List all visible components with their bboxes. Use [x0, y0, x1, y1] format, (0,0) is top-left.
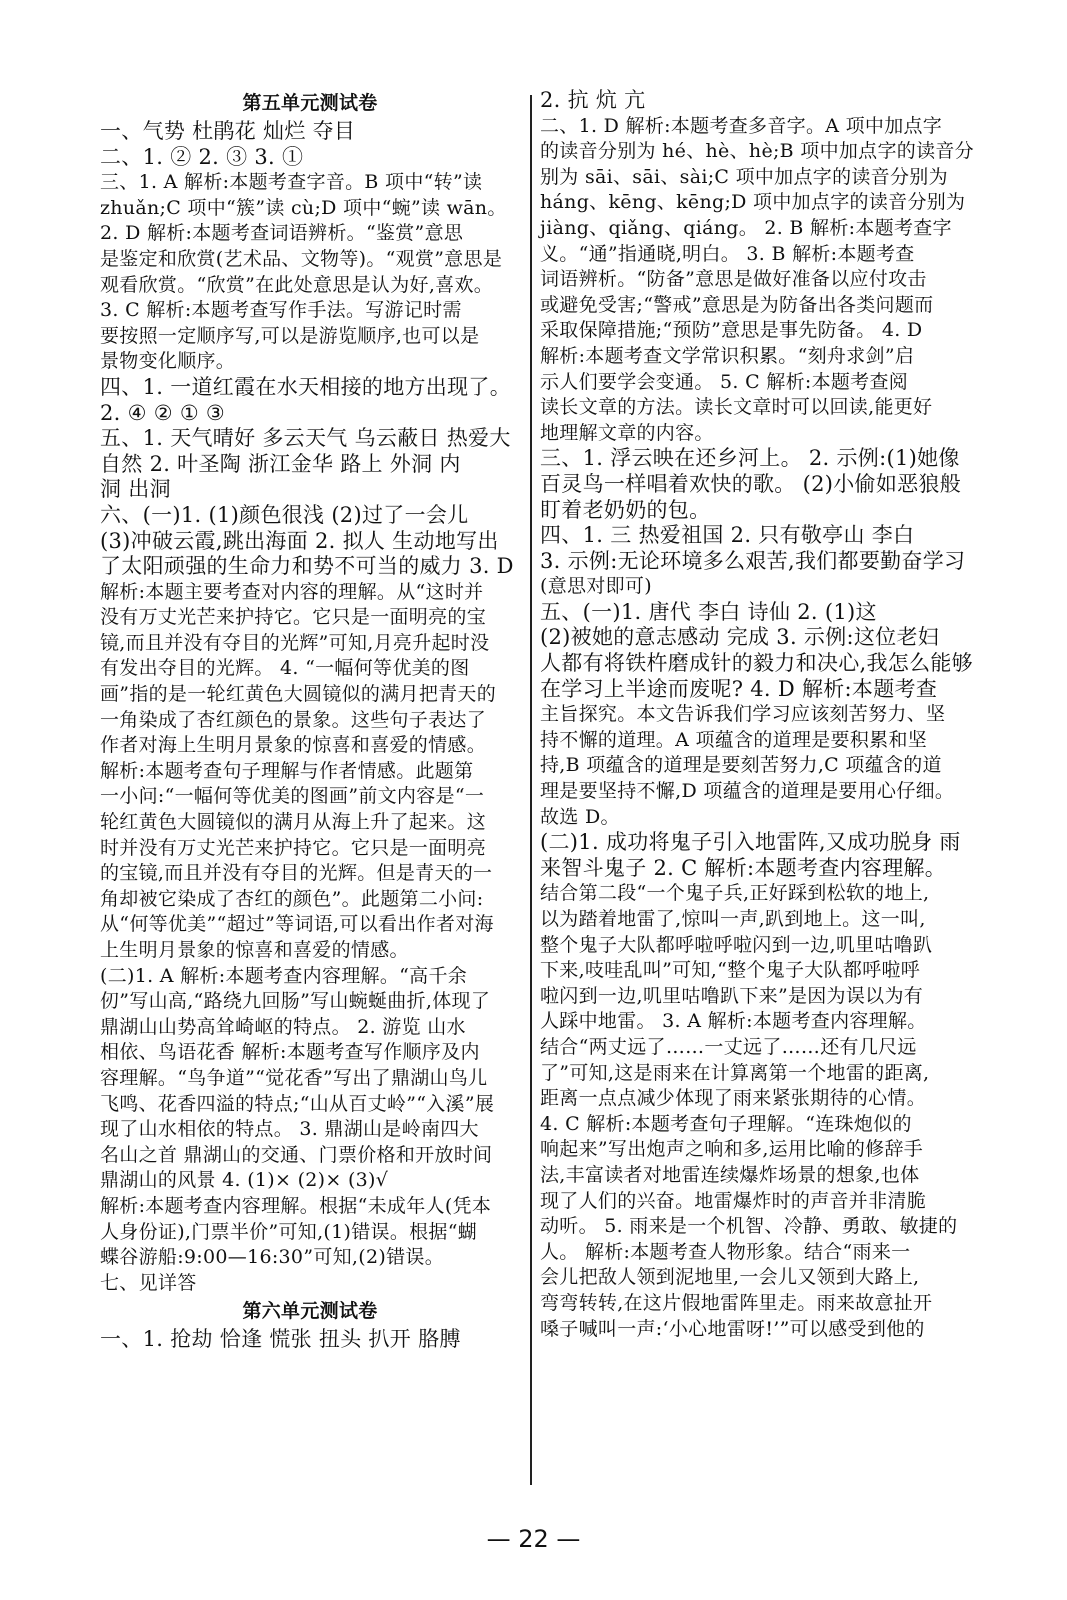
answer-line: 示人们要学会变通。 5. C 解析:本题考查阅	[540, 370, 909, 393]
answer-line: 在学习上半途而废呢? 4. D 解析:本题考查	[540, 676, 938, 701]
answer-line: 解析:本题考查文学常识积累。“刻舟求剑”启	[540, 344, 915, 367]
answer-line: 了太阳顽强的生命力和势不可当的威力 3. D	[100, 554, 514, 579]
answer-line: 画”指的是一轮红黄色大圆镜似的满月把青天的	[100, 683, 497, 706]
answer-line: 采取保障措施;“预防”意思是事先防备。 4. D	[540, 319, 923, 342]
answer-line: 景物变化顺序。	[100, 350, 236, 373]
answer-line: 读长文章的方法。读长文章时可以回读,能更好	[540, 396, 933, 419]
answer-line: 理是要坚持不懈,D 项蕴含的道理是要用心仔细。	[540, 780, 955, 803]
answer-line: (3)冲破云霞,跳出海面 2. 拟人 生动地写出	[100, 528, 499, 553]
answer-line: (2)被她的意志感动 完成 3. 示例:这位老妇	[540, 625, 940, 650]
answer-line: 作者对海上生明月景象的惊喜和喜爱的情感。	[100, 734, 487, 757]
answer-line: zhuǎn;C 项中“簇”读 cù;D 项中“蜿”读 wān。	[100, 196, 507, 219]
answer-line: 三、1. 浮云映在还乡河上。 2. 示例:(1)她像	[540, 446, 960, 471]
section-heading: 第六单元测试卷	[242, 1300, 378, 1323]
answer-line: 洞 出洞	[100, 477, 171, 502]
answer-line: 观看欣赏。“欣赏”在此处意思是认为好,喜欢。	[100, 273, 494, 296]
answer-line: 鼎湖山山势高耸崎岖的特点。 2. 游览 山水	[100, 1015, 466, 1038]
answer-line: 4. C 解析:本题考查句子理解。“连珠炮似的	[540, 1112, 912, 1135]
answer-line: 3. C 解析:本题考查写作手法。写游记时需	[100, 299, 462, 322]
answer-line: 的读音分别为 hé、hè、hè;B 项中加点字的读音分	[540, 140, 974, 163]
answer-line: 六、(一)1. (1)颜色很浅 (2)过了一会儿	[100, 502, 469, 527]
answer-line: 四、1. 一道红霞在水天相接的地方出现了。	[100, 374, 512, 399]
answer-line: 持,B 项蕴含的道理是要刻苦努力,C 项蕴含的道	[540, 754, 942, 777]
answer-line: 一角染成了杏红颜色的景象。这些句子表达了	[100, 708, 487, 731]
answer-line: 结合“两丈远了……一丈远了……还有几尺远	[540, 1035, 917, 1058]
answer-line: 从“何等优美”“超过”等词语,可以看出作者对海	[100, 913, 494, 936]
answer-line: 一小问:“一幅何等优美的图画”前文内容是“一	[100, 785, 485, 808]
answer-line: 七、见详答	[100, 1271, 197, 1294]
answer-line: 鼎湖山的风景 4. (1)× (2)× (3)√	[100, 1169, 389, 1192]
answer-line: 持不懈的道理。A 项蕴含的道理是要积累和坚	[540, 728, 928, 751]
answer-line: 会儿把敌人领到泥地里,一会儿又领到大路上,	[540, 1266, 920, 1289]
left-column	[100, 88, 520, 1353]
answer-line: 五、(一)1. 唐代 李白 诗仙 2. (1)这	[540, 599, 877, 624]
answer-line: (二)1. A 解析:本题考查内容理解。“高千余	[100, 964, 468, 987]
answer-line: (意思对即可)	[540, 575, 652, 598]
answer-line: 四、1. 三 热爱祖国 2. 只有敬亭山 李白	[540, 523, 915, 548]
answer-line: 整个鬼子大队都呼啦呼啦闪到一边,叽里咕噜趴	[540, 933, 933, 956]
answer-line: 解析:本题主要考查对内容的理解。从“这时并	[100, 580, 484, 603]
answer-line: 故选 D。	[540, 805, 620, 828]
answer-line: 以为踏着地雷了,惊叫一声,趴到地上。这一叫,	[540, 908, 926, 930]
answer-line: 一、气势 杜鹃花 灿烂 夺目	[100, 119, 356, 143]
answer-line: 镜,而且并没有夺目的光辉”可知,月亮升起时没	[100, 631, 490, 654]
answer-line: 结合第二段“一个鬼子兵,正好踩到松软的地上,	[540, 882, 930, 905]
answer-line: 是鉴定和欣赏(艺术品、文物等)。“观赏”意思是	[100, 247, 503, 270]
answer-line: 主旨探究。本文告诉我们学习应该刻苦努力、坚	[540, 703, 946, 726]
answer-line: 弯弯转转,在这片假地雷阵里走。雨来故意扯开	[540, 1291, 933, 1314]
answer-line: 2. D 解析:本题考查词语辨析。“鉴赏”意思	[100, 222, 464, 245]
answer-line: 来智斗鬼子 2. C 解析:本题考查内容理解。	[540, 855, 947, 880]
answer-line: 相依、鸟语花香 解析:本题考查写作顺序及内	[100, 1041, 480, 1064]
answer-line: 的宝镜,而且并没有夺目的光辉。但是青天的一	[100, 862, 493, 885]
answer-line: 2. ④ ② ① ③	[100, 400, 226, 425]
answer-line: (二)1. 成功将鬼子引入地雷阵,又成功脱身 雨	[540, 830, 961, 855]
answer-line: 蝶谷游船:9:00—16:30”可知,(2)错误。	[100, 1246, 444, 1269]
answer-line: 响起来”写出炮声之响和多,运用比喻的修辞手	[540, 1138, 924, 1161]
watermark-logo	[817, 1506, 1047, 1576]
answer-line: 人踩中地雷。 3. A 解析:本题考查内容理解。	[540, 1010, 927, 1033]
answer-line: 现了人们的兴奋。地雷爆炸时的声音并非清脆	[540, 1189, 927, 1212]
answer-line: 现了山水相依的特点。 3. 鼎湖山是岭南四大	[100, 1118, 479, 1141]
right-column	[540, 88, 1000, 1342]
answer-line: 角却被它染成了杏红的颜色”。此题第二小问:	[100, 887, 484, 910]
answer-line: 人身份证),门票半价”可知,(1)错误。根据“蝴	[100, 1220, 478, 1243]
answer-line: 动听。 5. 雨来是一个机智、冷静、勇敢、敏捷的	[540, 1215, 958, 1238]
answer-line: 三、1. A 解析:本题考查字音。B 项中“转”读	[100, 171, 483, 194]
answer-line: háng、kēng、kēng;D 项中加点字的读音分别为	[540, 191, 966, 214]
answer-line: 人。 解析:本题考查人物形象。结合“雨来一	[540, 1240, 911, 1263]
answer-line: 二、1. ② 2. ③ 3. ①	[100, 144, 304, 169]
answer-line: 仞”写山高,“路绕九回肠”写山蜿蜒曲折,体现了	[100, 990, 491, 1013]
answer-line: 要按照一定顺序写,可以是游览顺序,也可以是	[100, 324, 480, 347]
column-divider	[530, 95, 532, 1485]
answer-line: 或避免受害;“警戒”意思是为防备出各类问题而	[540, 293, 934, 316]
page-number: — 22 —	[486, 1525, 581, 1553]
answer-line: 上生明月景象的惊喜和喜爱的情感。	[100, 939, 409, 961]
answer-line: 下来,吱哇乱叫”可知,“整个鬼子大队都呼啦呼	[540, 959, 921, 982]
answer-line: 自然 2. 叶圣陶 浙江金华 路上 外洞 内	[100, 451, 461, 476]
section-heading: 第五单元测试卷	[242, 92, 378, 114]
answer-line: 距离一点点减少体现了雨来紧张期待的心情。	[540, 1087, 927, 1110]
answer-line: 法,丰富读者对地雷连续爆炸场景的想象,也体	[540, 1163, 920, 1186]
answer-line: 人都有将铁杵磨成针的毅力和决心,我怎么能够	[540, 651, 973, 676]
answer-line: 有发出夺目的光辉。 4. “一幅何等优美的图	[100, 657, 470, 680]
answer-line: 嗓子喊叫一声:‘小心地雷呀!’”可以感受到他的	[540, 1317, 925, 1340]
answer-line: 3. 示例:无论环境多么艰苦,我们都要勤奋学习	[540, 548, 966, 573]
answer-line: 别为 sāi、sāi、sài;C 项中加点字的读音分别为	[540, 165, 948, 188]
answer-line: 盯着老奶奶的包。	[540, 497, 711, 522]
answer-line: 词语辨析。“防备”意思是做好准备以应付攻击	[540, 268, 927, 291]
answer-line: 百灵鸟一样唱着欢快的歌。 (2)小偷如恶狼般	[540, 471, 962, 496]
answer-line: 啦闪到一边,叽里咕噜趴下来”是因为误以为有	[540, 984, 924, 1007]
answer-line: 飞鸣、花香四溢的特点;“山从百丈岭”“入溪”展	[100, 1092, 495, 1115]
answer-line: 解析:本题考查内容理解。根据“未成年人(凭本	[100, 1194, 492, 1217]
answer-line: 解析:本题考查句子理解与作者情感。此题第	[100, 759, 474, 782]
answer-line: 时并没有万丈光芒来护持它。它只是一面明亮	[100, 836, 487, 859]
answer-line: 容理解。“鸟争道”“觉花香”写出了鼎湖山鸟儿	[100, 1066, 488, 1089]
answer-line: 轮红黄色大圆镜似的满月从海上升了起来。这	[100, 811, 487, 834]
answer-line: 地理解文章的内容。	[540, 421, 714, 444]
answer-line: jiàng、qiǎng、qiáng。 2. B 解析:本题考查字	[540, 216, 952, 239]
answer-line: 二、1. D 解析:本题考查多音字。A 项中加点字	[540, 114, 943, 137]
answer-line: 了”可知,这是雨来在计算离第一个地雷的距离,	[540, 1061, 930, 1084]
answer-line: 五、1. 天气晴好 多云天气 乌云蔽日 热爱大	[100, 426, 511, 451]
answer-line: 义。“通”指通晓,明白。 3. B 解析:本题考查	[540, 242, 915, 265]
answer-line: 2. 抗 炕 亢	[540, 88, 646, 112]
answer-line: 一、1. 抢劫 恰逢 慌张 扭头 扒开 胳膊	[100, 1327, 461, 1352]
answer-line: 名山之首 鼎湖山的交通、门票价格和开放时间	[100, 1143, 493, 1166]
answer-line: 没有万丈光芒来护持它。它只是一面明亮的宝	[100, 606, 487, 629]
